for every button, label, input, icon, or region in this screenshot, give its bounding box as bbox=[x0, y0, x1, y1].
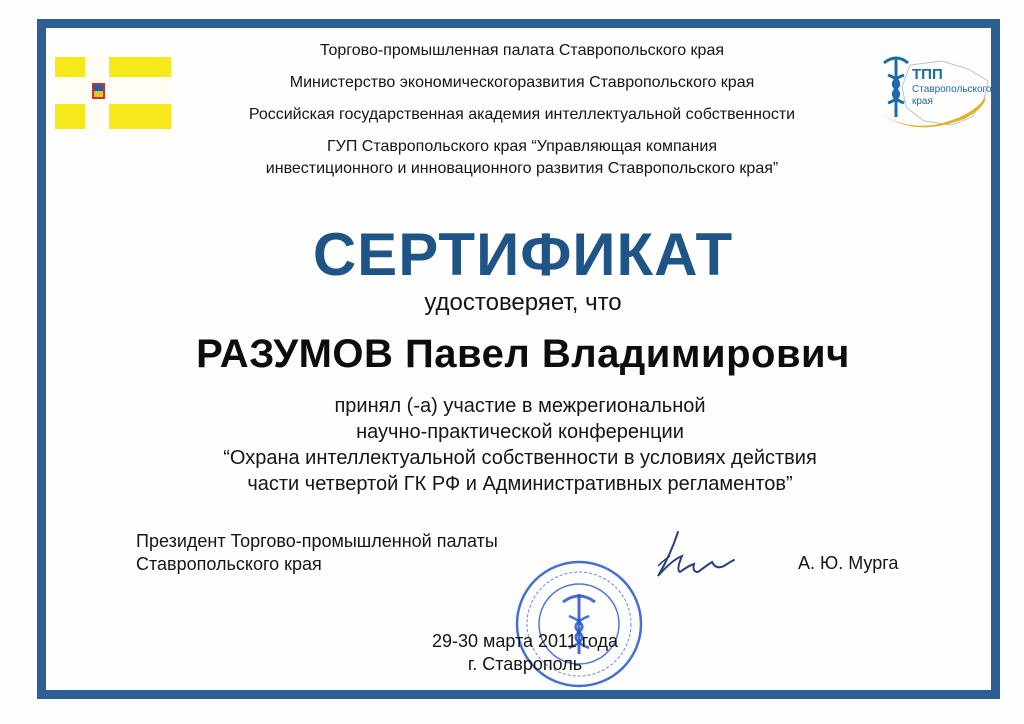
organization-line: Торгово-промышленная палата Ставропольского края bbox=[319, 42, 725, 59]
position-line: Президент Торгово-промышленной палаты bbox=[136, 531, 498, 551]
certifies-text: удостоверяет, что bbox=[424, 289, 622, 316]
description-line: научно-практической конференции bbox=[356, 421, 684, 443]
event-date-place bbox=[300, 630, 750, 676]
description-line: “Охрана интеллектуальной собственности в условиях действия bbox=[223, 447, 817, 469]
signer-name: А. Ю. Мурга bbox=[798, 553, 899, 573]
signatory-position bbox=[136, 530, 498, 576]
certificate-description bbox=[150, 393, 890, 497]
description-line: принял (-а) участие в межрегиональной bbox=[334, 395, 706, 417]
tpp-logo-icon bbox=[872, 47, 992, 137]
organization-line: ГУП Ставропольского края “Управляющая компания bbox=[327, 138, 717, 155]
logo-abbr: ТПП bbox=[912, 66, 943, 83]
position-line: Ставропольского края bbox=[136, 554, 322, 574]
logo-line2: края bbox=[912, 96, 933, 107]
event-date: 29-30 марта 2011 года bbox=[431, 631, 619, 651]
organization-line: инвестиционного и инновационного развития Ставропольского края” bbox=[265, 160, 779, 177]
stavropol-flag-icon bbox=[55, 57, 171, 129]
signature bbox=[648, 526, 738, 588]
organizations-header bbox=[180, 40, 864, 180]
recipient-name: РАЗУМОВ Павел Владимирович bbox=[196, 332, 850, 376]
certificate-title: СЕРТИФИКАТ bbox=[312, 221, 734, 288]
logo-line1: Ставропольского bbox=[912, 84, 992, 95]
description-line: части четвертой ГК РФ и Административных регламентов” bbox=[247, 473, 793, 495]
organization-line: Министерство экономическогоразвития Ставропольского края bbox=[289, 74, 755, 91]
organization-line: Российская государственная академия интеллектуальной собственности bbox=[248, 106, 796, 123]
event-city: г. Ставрополь bbox=[467, 654, 583, 674]
